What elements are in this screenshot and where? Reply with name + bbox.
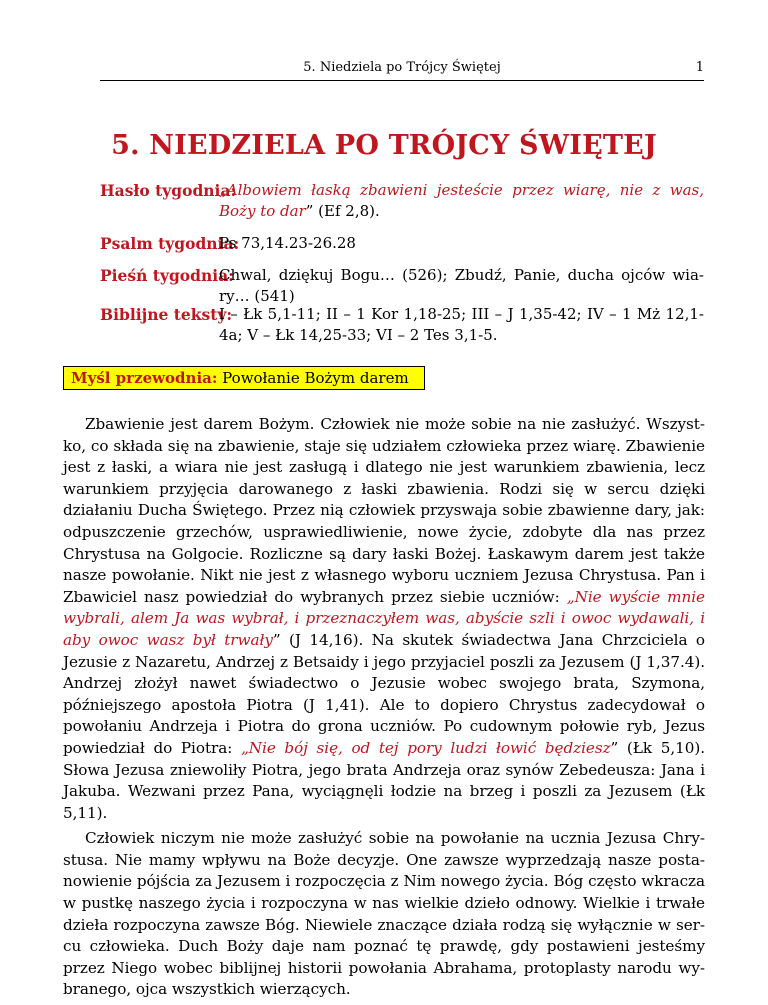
mysl-label: Myśl przewodnia:	[71, 369, 218, 387]
psalm-value: Ps 73,14.23-26.28	[219, 234, 356, 252]
psalm-label: Psalm tygodnia:	[100, 234, 240, 253]
p1-text-a: Zbawienie jest darem Bożym. Człowiek nie może sobie na nie zasłużyć. Wszystko, co składa się na zbawienie, staje się udziałem człowieka przez wiarę. Zbawienie jest z łaski, a wiara nie jest zasługą i dlatego nie jest warunkiem zbawienia, lecz warunkiem przyjęcia darowanego z łaski zbawienia. Rodzi się w sercu dzięki działaniu Ducha Świętego. Przez nią człowiek przyswaja sobie zbawienne dary, jak: odpuszczenie grzechów, usprawiedliwienie, nowe życie, zdobyte dla nas przez Chrystusa na Golgocie. Rozliczne są dary łaski Bożej. Łaskawym darem jest także nasze powołanie. Nikt nie jest z własnego wyboru uczniem Jezusa Chrystusa. Pan i Zbawiciel nasz powiedział do wybranych przez siebie uczniów:	[63, 415, 705, 606]
paragraph-2: Człowiek niczym nie może zasłużyć sobie na powołanie na ucznia Jezusa Chrystusa. Nie mamy wpływu na Boże decyzje. One zawsze wyprzedzają nasze postanowienie pójścia za Jezusem i rozpoczęcia z Nim nowego życia. Bóg często wkracza w pustkę naszego życia i rozpoczyna w nas wielkie dzieło odnowy. Wielkie i trwałe dzieła rozpoczyna zawsze Bóg. Niewiele znaczące działa rodzą się wyłącznie w sercu człowieka. Duch Boży daje nam poznać tę prawdę, gdy postawieni jesteśmy przez Niego wobec biblijnej historii powołania Abrahama, protoplasty narodu wybranego, ojca wszystkich wierzących.	[63, 829, 705, 999]
p1-text-b: ” (J 14,16). Na skutek świadectwa Jana Chrzciciela o Jezusie z Nazaretu, Andrzej z Betsaidy i jego przyjaciel poszli za Jezusem (J 1,37.4). Andrzej złożył nawet świadectwo o Jezusie wobec swojego brata, Szymona, późniejszego apostoła Piotra (J 1,41). Ale to dopiero Chrystus zadecydował o powołaniu Andrzeja i Piotra do grona uczniów. Po cudownym połowie ryb, Jezus powiedział do Piotra:	[63, 630, 705, 757]
haslo-value	[219, 180, 704, 222]
mysl-przewodnia-box	[63, 366, 425, 390]
running-header-title: 5. Niedziela po Trójcy Świętej	[303, 60, 501, 75]
body-text	[63, 414, 705, 1005]
page-title: 5. NIEDZIELA PO TRÓJCY ŚWIĘTEJ	[111, 130, 657, 161]
piesn-value: Chwal, dziękuj Bogu… (526); Zbudź, Panie, ducha ojców wiary… (541)	[219, 266, 704, 305]
page-number: 1	[695, 60, 704, 75]
p1-quote-2: „Nie bój się, od tej pory ludzi łowić będziesz	[240, 738, 611, 757]
haslo-ref: ” (Ef 2,8).	[305, 202, 380, 220]
running-header	[100, 58, 704, 81]
mysl-value: Powołanie Bożym darem	[217, 369, 409, 387]
p1-quote-1: „Nie wyście mnie wybrali, alem Ja was wybrał, i przeznaczyłem was, abyście szli i owoc wydawali, i aby owoc wasz był trwały	[63, 587, 705, 649]
biblijne-value: I – Łk 5,1-11; II – 1 Kor 1,18-25; III – J 1,35-42; IV – 1 Mż 12,1-4a; V – Łk 14,25-33; VI – 2 Tes 3,1-5.	[219, 305, 704, 344]
paragraph-1	[63, 414, 705, 824]
biblijne-label: Biblijne teksty:	[100, 305, 233, 324]
haslo-quote: „Albowiem łaską zbawieni jesteście przez wiarę, nie z was, Boży to dar	[219, 181, 704, 220]
p1-text-c: ” (Łk 5,10). Słowa Jezusa zniewoliły Piotra, jego brata Andrzeja oraz synów Zebedeusza: Jana i Jakuba. Wezwani przez Pana, wyciągnęli łodzie na brzeg i poszli za Jezusem (Łk 5,11).	[63, 738, 705, 822]
haslo-label: Hasło tygodnia:	[100, 181, 237, 200]
piesn-label: Pieśń tygodnia:	[100, 266, 234, 285]
